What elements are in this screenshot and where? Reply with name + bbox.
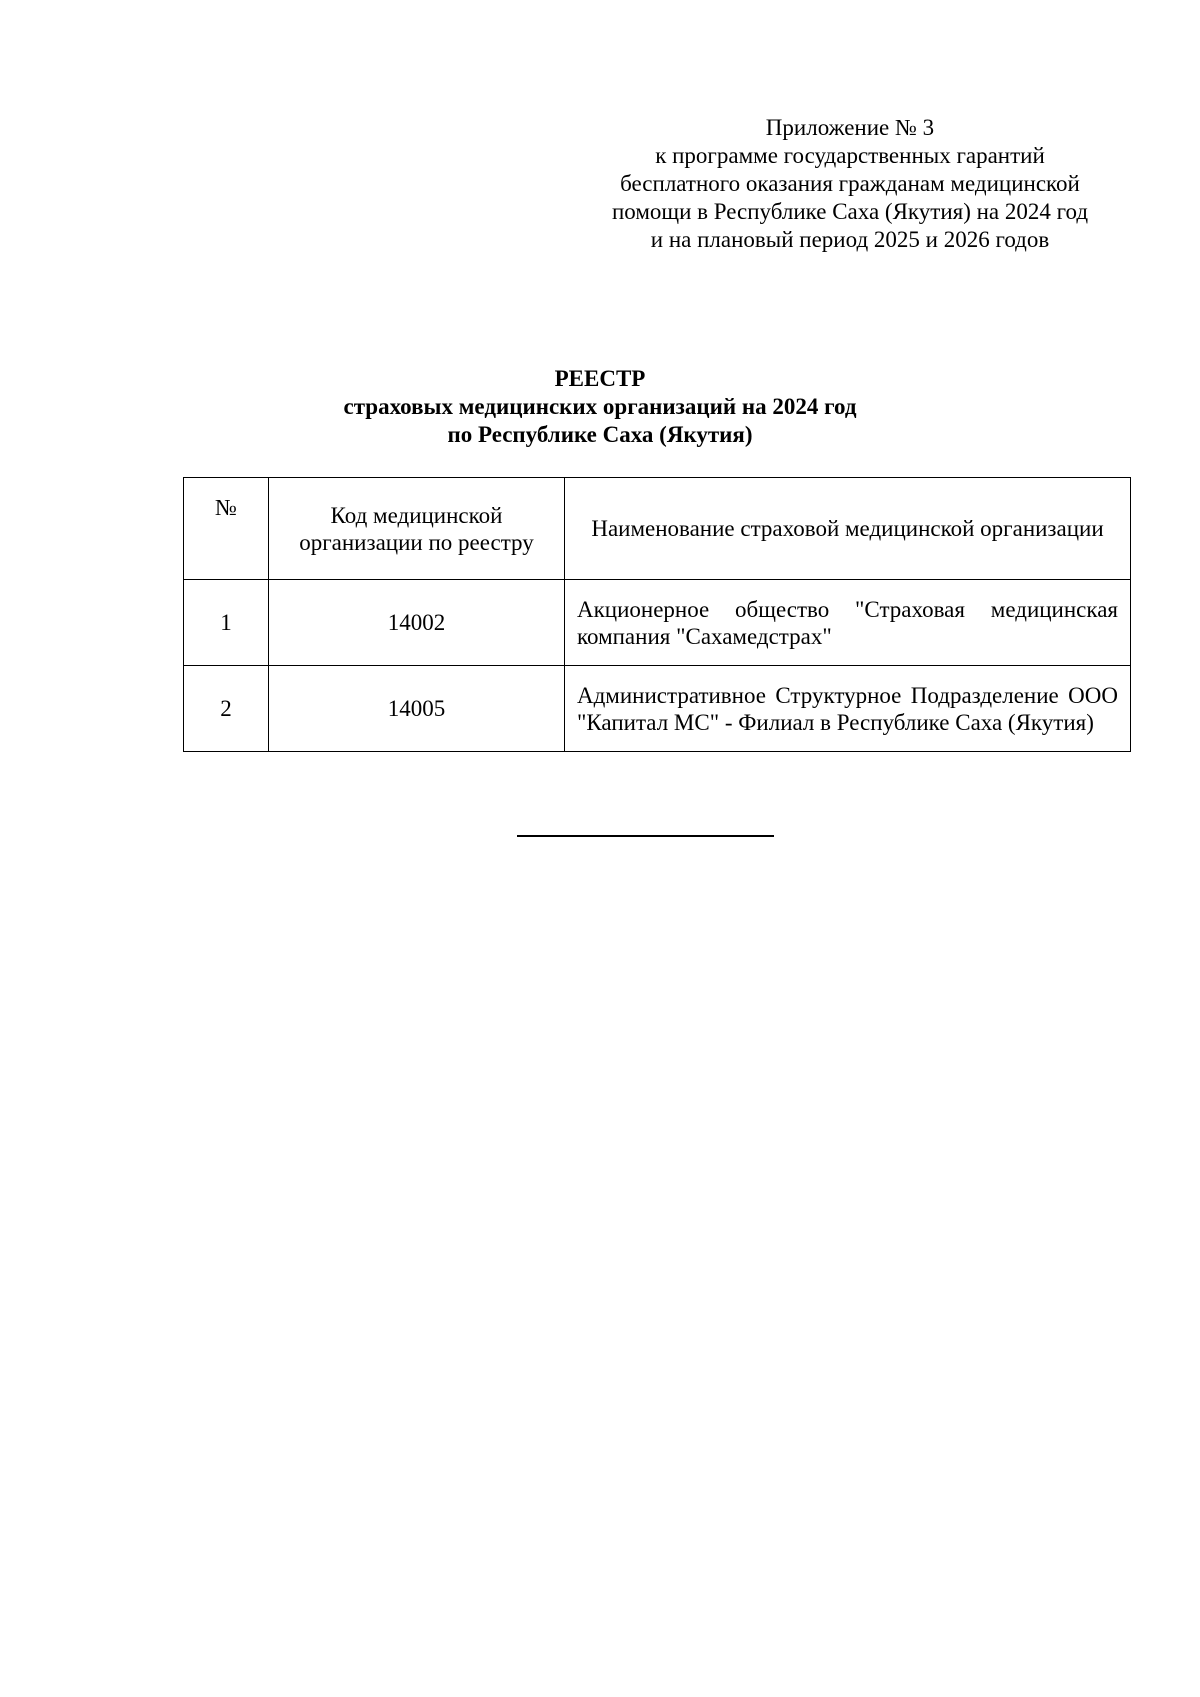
row-num: 2 xyxy=(184,666,269,752)
appendix-line: бесплатного оказания гражданам медицинской xyxy=(620,171,1080,196)
table-row xyxy=(184,580,1131,666)
appendix-header xyxy=(590,114,1110,254)
appendix-line: и на плановый период 2025 и 2026 годов xyxy=(650,227,1050,252)
appendix-line: Приложение № 3 xyxy=(765,115,935,140)
row-name: Акционерное общество "Страховая медицинская компания "Сахамедстрах" xyxy=(565,580,1131,666)
row-code: 14002 xyxy=(269,580,565,666)
closing-divider-line xyxy=(517,835,774,837)
appendix-line: помощи в Республике Саха (Якутия) на 2024 год xyxy=(611,199,1089,224)
header-code xyxy=(269,478,565,580)
header-code-line: Код медицинской xyxy=(330,502,503,528)
title-line: РЕЕСТР xyxy=(554,366,646,391)
header-name: Наименование страховой медицинской организации xyxy=(565,478,1131,580)
appendix-line: к программе государственных гарантий xyxy=(655,143,1045,168)
document-title xyxy=(0,365,1200,449)
table-header-row xyxy=(184,478,1131,580)
header-num: № xyxy=(184,478,269,580)
title-line: страховых медицинских организаций на 2024 год xyxy=(343,394,857,419)
registry-table xyxy=(183,477,1131,752)
row-code: 14005 xyxy=(269,666,565,752)
row-name: Административное Структурное Подразделение ООО "Капитал МС" - Филиал в Республике Саха (Якутия) xyxy=(565,666,1131,752)
title-line: по Республике Саха (Якутия) xyxy=(447,422,753,447)
row-num: 1 xyxy=(184,580,269,666)
table-row xyxy=(184,666,1131,752)
header-code-line: организации по реестру xyxy=(299,529,534,555)
